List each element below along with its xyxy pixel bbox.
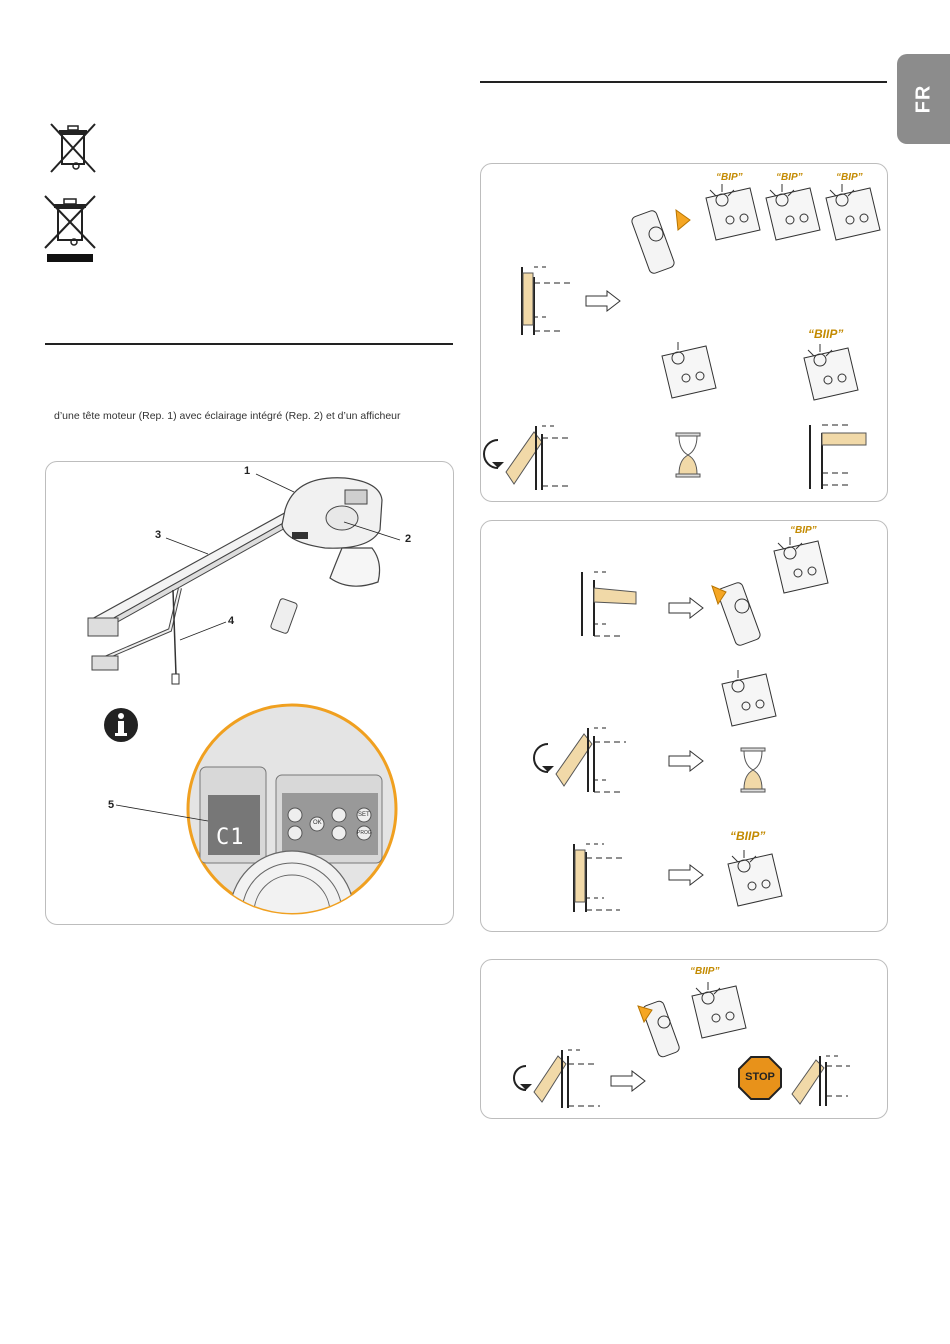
control-board-beep-icon-4 (768, 533, 830, 597)
hourglass-icon-2 (740, 747, 766, 793)
stop-sign-label: STOP (745, 1071, 775, 1083)
beep-label-4: “BIP” (790, 525, 817, 536)
closed-door-icon (520, 265, 570, 337)
long-beep-label-2: “BIIP” (730, 829, 766, 843)
arrow-right-icon (585, 290, 621, 312)
section-rule-right (480, 81, 887, 83)
door-open-icon-2 (578, 568, 640, 640)
control-board-beep-icon-2 (760, 180, 822, 244)
control-board-icon-plain-2 (716, 666, 778, 730)
control-board-long-beep-icon-3 (686, 978, 748, 1042)
remote-press-icon-2 (708, 578, 770, 648)
arrow-right-icon-4 (668, 864, 704, 886)
weee-bin-icon (48, 122, 98, 174)
control-board-long-beep-icon-2 (722, 846, 784, 910)
intro-text: d’une tête moteur (Rep. 1) avec éclairage intégré (Rep. 2) et d’un afficheur (54, 410, 401, 422)
callout-4: 4 (228, 615, 235, 627)
arrow-right-icon-2 (668, 597, 704, 619)
info-icon (103, 707, 139, 743)
arrow-right-icon-3 (668, 750, 704, 772)
arrow-right-icon-5 (610, 1070, 646, 1092)
control-board-long-beep-icon (798, 340, 860, 404)
door-closing-icon (530, 722, 630, 796)
callout-2: 2 (405, 533, 412, 545)
long-beep-label-1: “BIIP” (808, 327, 844, 341)
control-panel-zoom (186, 703, 398, 915)
control-board-beep-icon-3 (820, 180, 882, 244)
control-board-icon-plain (656, 338, 718, 402)
beep-label-3: “BIP” (836, 172, 863, 183)
control-board-beep-icon-1 (700, 180, 762, 244)
weee-bin-bar-icon (42, 194, 98, 264)
language-tab (897, 54, 950, 144)
display-readout: C1 (216, 825, 245, 850)
callout-5: 5 (108, 799, 115, 811)
hourglass-icon (675, 432, 701, 478)
beep-label-2: “BIP” (776, 172, 803, 183)
door-half-open-icon (790, 1054, 852, 1108)
callout-3: 3 (155, 529, 162, 541)
language-tab-label: FR (912, 84, 934, 114)
door-open-icon (806, 423, 868, 491)
long-beep-label-3: “BIIP” (690, 966, 720, 977)
section-rule-left (45, 343, 453, 345)
set-button-label: SET (358, 812, 370, 818)
beep-label-1: “BIP” (716, 172, 743, 183)
callout-1: 1 (244, 465, 251, 477)
prog-button-label: PROG (357, 830, 372, 836)
opener-assembly-illustration (80, 470, 400, 700)
remote-press-icon (632, 206, 694, 276)
door-closing-icon-2 (512, 1046, 604, 1110)
closed-door-icon-2 (572, 842, 624, 914)
remote-press-icon-3 (636, 996, 690, 1060)
ok-button-label: OK (313, 820, 322, 826)
door-opening-icon (484, 422, 574, 494)
